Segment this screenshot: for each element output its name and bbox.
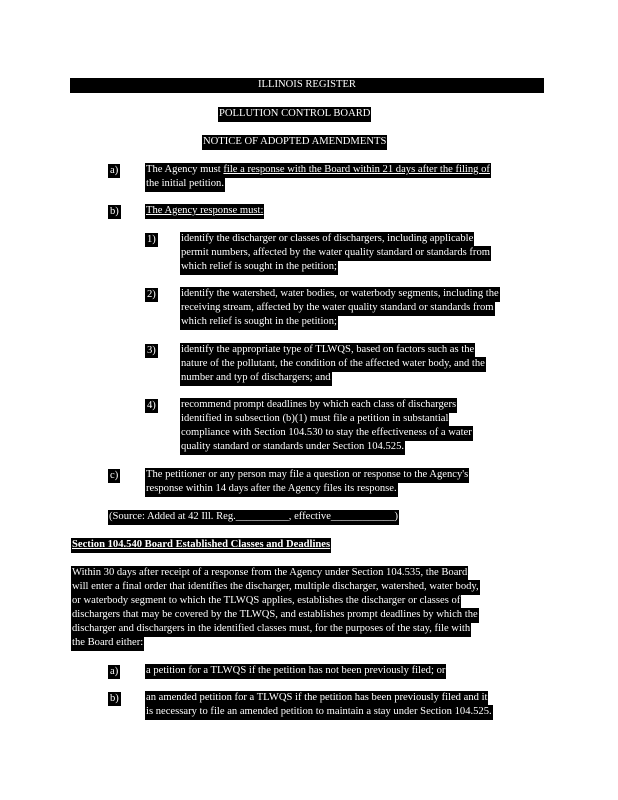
para-b-text: The Agency response must: xyxy=(145,204,264,219)
body-line-5: discharger and dischargers in the identified classes must, for the purposes of the stay, file with xyxy=(71,622,471,637)
item-2-line1: identify the watershed, water bodies, or waterbody segments, including the xyxy=(180,287,500,302)
para-a-line1: The Agency must file a response with the Board within 21 days after the filing of xyxy=(145,163,491,178)
item-3-line3: number and typ of dischargers; and xyxy=(180,371,332,386)
body-line-2: will enter a final order that identifies the discharger, multiple discharger, watershed, water body, xyxy=(71,580,480,595)
item-3-line1: identify the appropriate type of TLWQS, based on factors such as the xyxy=(180,343,475,358)
item-4-line1: recommend prompt deadlines by which each class of dischargers xyxy=(180,398,457,413)
sub-a-text: a petition for a TLWQS if the petition has not been previously filed; or xyxy=(145,664,446,679)
para-b-label: b) xyxy=(110,206,119,217)
sub-a-label: a) xyxy=(110,666,119,677)
item-4-line4: quality standard or standards under Section 104.525. xyxy=(180,440,405,455)
item-1-line1: identify the discharger or classes of dischargers, including applicable xyxy=(180,232,474,247)
header-register: ILLINOIS REGISTER xyxy=(70,78,544,93)
item-2-label: 2) xyxy=(147,289,156,300)
item-4-line3: compliance with Section 104.530 to stay the effectiveness of a water xyxy=(180,426,473,441)
body-line-1: Within 30 days after receipt of a response from the Agency under Section 104.535, the Board xyxy=(71,566,468,581)
para-c-line1: The petitioner or any person may file a question or response to the Agency's xyxy=(145,468,469,483)
item-2-line3: which relief is sought in the petition; xyxy=(180,315,338,330)
item-4-line2: identified in subsection (b)(1) must file a petition in substantial xyxy=(180,412,449,427)
header-notice: NOTICE OF ADOPTED AMENDMENTS xyxy=(202,135,387,150)
source-note: (Source: Added at 42 Ill. Reg.__________, effective____________) xyxy=(108,510,399,525)
body-line-6: the Board either: xyxy=(71,636,144,651)
sub-b-line2: is necessary to file an amended petition to maintain a stay under Section 104.525. xyxy=(145,705,493,720)
item-1-label: 1) xyxy=(147,234,156,245)
sub-b-label: b) xyxy=(110,693,119,704)
item-2-line2: receiving stream, affected by the water quality standard or standards from xyxy=(180,301,495,316)
section-heading: Section 104.540 Board Established Classes and Deadlines xyxy=(71,538,331,553)
item-3-label: 3) xyxy=(147,345,156,356)
sub-b-line1: an amended petition for a TLWQS if the petition has been previously filed and it xyxy=(145,691,488,706)
body-line-3: or waterbody segment to which the TLWQS applies, establishes the discharger or classes of xyxy=(71,594,461,609)
para-a-label: a) xyxy=(110,165,119,176)
para-a-line2: the initial petition. xyxy=(145,177,225,192)
item-1-line3: which relief is sought in the petition; xyxy=(180,260,338,275)
body-line-4: dischargers that may be covered by the TLWQS, and establishes prompt deadlines by which the xyxy=(71,608,479,623)
para-c-label: c) xyxy=(110,470,119,481)
header-board: POLLUTION CONTROL BOARD xyxy=(218,107,371,122)
item-4-label: 4) xyxy=(147,400,156,411)
item-3-line2: nature of the pollutant, the condition of the affected water body, and the xyxy=(180,357,486,372)
para-c-line2: response within 14 days after the Agency files its response. xyxy=(145,482,398,497)
item-1-line2: permit numbers, affected by the water quality standard or standards from xyxy=(180,246,491,261)
